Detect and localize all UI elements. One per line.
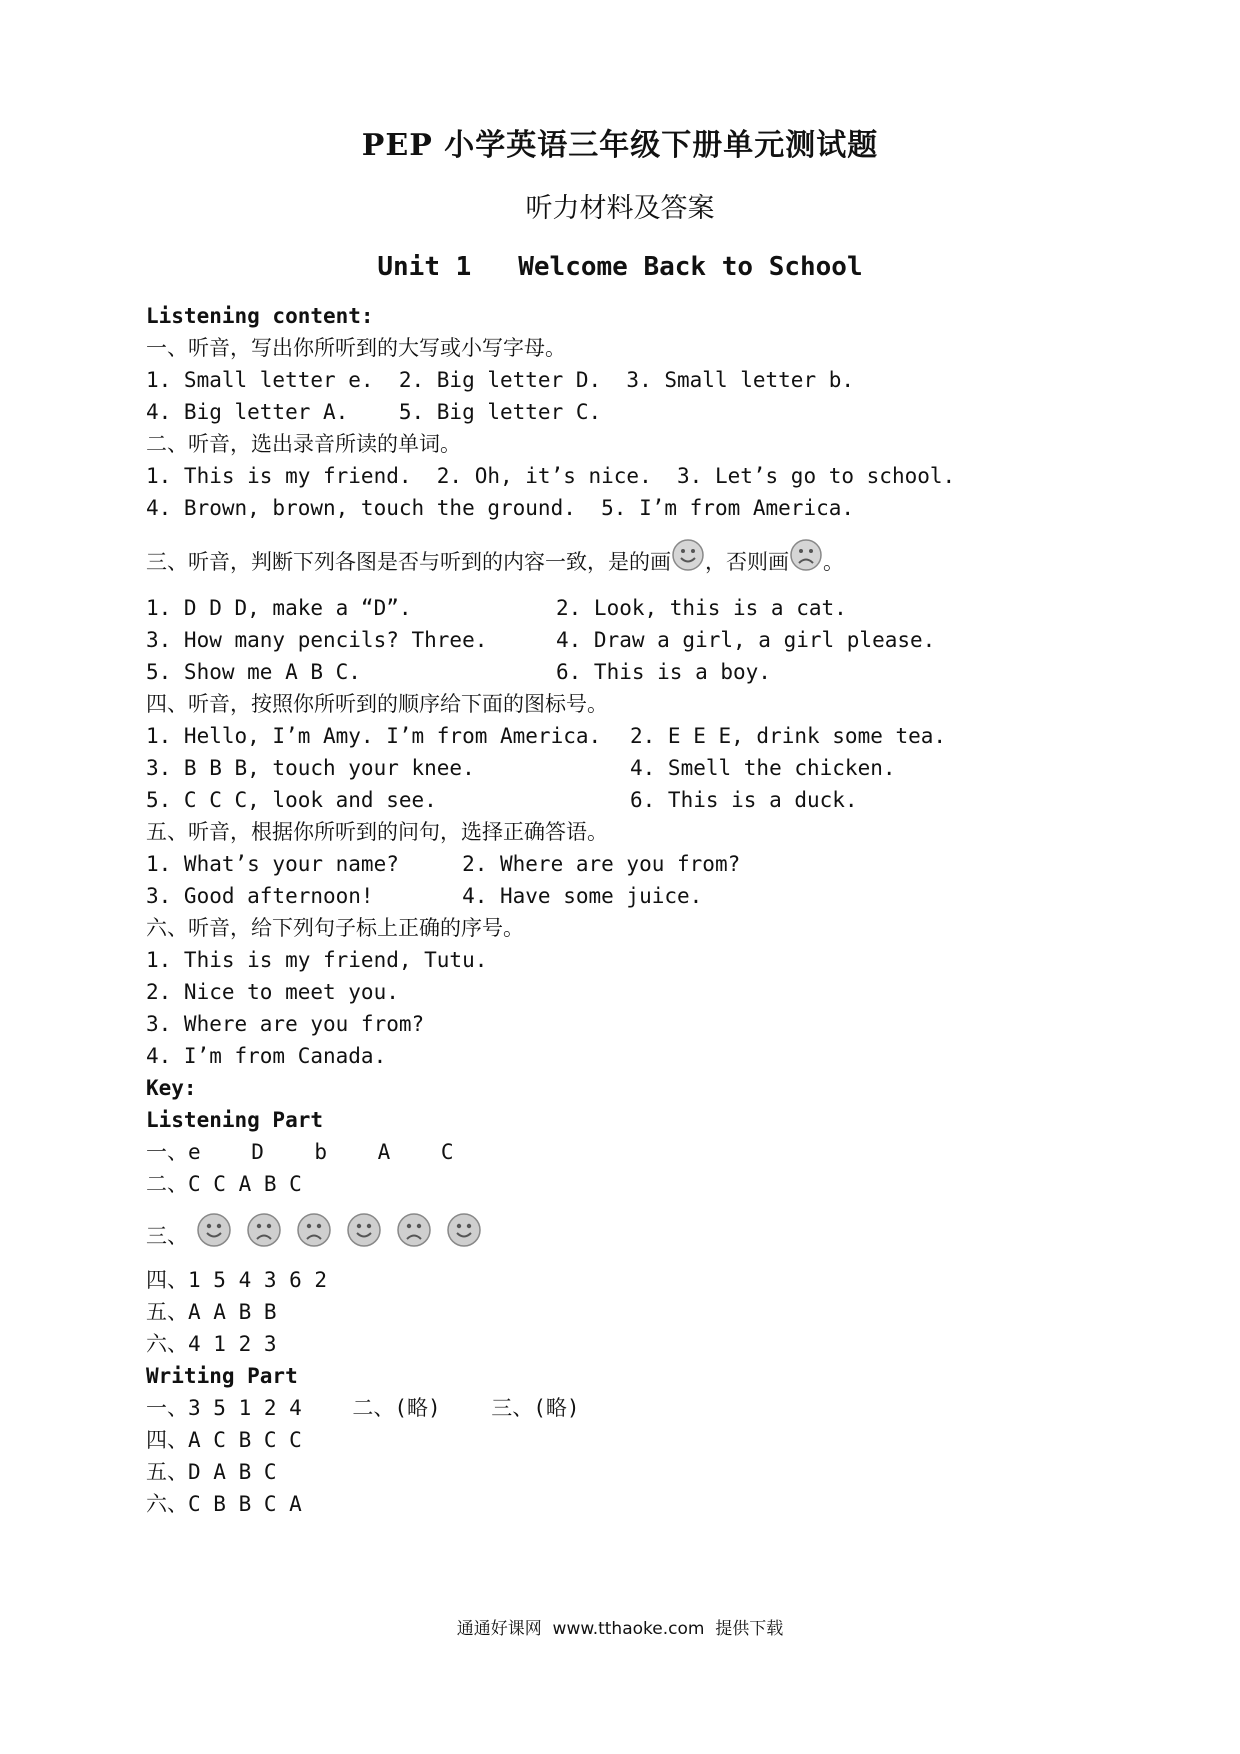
section-2-heading: 二、听音，选出录音所读的单词。 — [146, 432, 461, 456]
section-3-heading-end: 。 — [823, 550, 844, 574]
writing-answer-1: 一、3 5 1 2 4 二、(略) 三、(略) — [146, 1396, 580, 1420]
smiley-face-icon — [671, 538, 705, 572]
section-4-item-5: 5. C C C, look and see. — [146, 788, 437, 812]
writing-part-heading: Writing Part — [146, 1364, 298, 1388]
section-6-item-3: 3. Where are you from? — [146, 1012, 425, 1036]
section-6-item-1: 1. This is my friend, Tutu. — [146, 948, 488, 972]
section-3-item-1: 1. D D D, make a “D”. — [146, 596, 412, 620]
unit-title: Unit 1 Welcome Back to School — [377, 252, 863, 282]
listening-answer-3-faces — [196, 1212, 496, 1248]
listening-part-heading: Listening Part — [146, 1108, 324, 1132]
section-1-heading: 一、听音，写出你所听到的大写或小写字母。 — [146, 336, 566, 360]
section-5-line-2: 3. Good afternoon! 4. Have some juice. — [146, 884, 703, 908]
section-5-heading: 五、听音，根据你所听到的问句，选择正确答语。 — [146, 820, 608, 844]
writing-answer-4: 四、A C B C C — [146, 1428, 302, 1452]
frown-face-icon — [246, 1212, 282, 1248]
section-4-item-3: 3. B B B, touch your knee. — [146, 756, 475, 780]
listening-answer-2: 二、C C A B C — [146, 1172, 302, 1196]
section-6-heading: 六、听音，给下列句子标上正确的序号。 — [146, 916, 524, 940]
listening-content-heading: Listening content: — [146, 304, 374, 328]
section-2-line-2: 4. Brown, brown, touch the ground. 5. I’m from America. — [146, 496, 855, 520]
section-3-item-6: 6. This is a boy. — [556, 660, 771, 684]
document-title: PEP 小学英语三年级下册单元测试题 — [361, 128, 879, 163]
section-3-item-4: 4. Draw a girl, a girl please. — [556, 628, 936, 652]
section-4-item-6: 6. This is a duck. — [630, 788, 858, 812]
section-2-line-1: 1. This is my friend. 2. Oh, it’s nice. 3. Let’s go to school. — [146, 464, 956, 488]
listening-answer-3-label: 三、 — [146, 1224, 188, 1248]
smiley-face-icon — [346, 1212, 382, 1248]
section-5-line-1: 1. What’s your name? 2. Where are you from? — [146, 852, 741, 876]
section-1-line-2: 4. Big letter A. 5. Big letter C. — [146, 400, 602, 424]
section-1-line-1: 1. Small letter e. 2. Big letter D. 3. Small letter b. — [146, 368, 855, 392]
frown-face-icon — [296, 1212, 332, 1248]
smiley-face-icon — [196, 1212, 232, 1248]
section-4-item-2: 2. E E E, drink some tea. — [630, 724, 947, 748]
listening-answer-4: 四、1 5 4 3 6 2 — [146, 1268, 328, 1292]
listening-answer-1: 一、e D b A C — [146, 1140, 454, 1164]
key-heading: Key: — [146, 1076, 197, 1100]
section-6-item-4: 4. I’m from Canada. — [146, 1044, 387, 1068]
section-3-item-5: 5. Show me A B C. — [146, 660, 361, 684]
section-3-heading-text: 三、听音，判断下列各图是否与听到的内容一致，是的画 — [146, 550, 671, 574]
section-6-item-2: 2. Nice to meet you. — [146, 980, 399, 1004]
footer-source: 通通好课网 www.tthaoke.com 提供下载 — [456, 1619, 784, 1639]
frown-face-icon — [396, 1212, 432, 1248]
section-3-item-3: 3. How many pencils? Three. — [146, 628, 488, 652]
listening-answer-6: 六、4 1 2 3 — [146, 1332, 277, 1356]
frown-face-icon — [789, 538, 823, 572]
listening-answer-5: 五、A A B B — [146, 1300, 277, 1324]
writing-answer-6: 六、C B B C A — [146, 1492, 302, 1516]
section-3-heading-mid: ，否则画 — [705, 550, 789, 574]
section-4-heading: 四、听音，按照你所听到的顺序给下面的图标号。 — [146, 692, 608, 716]
smiley-face-icon — [446, 1212, 482, 1248]
section-3-heading — [146, 548, 844, 576]
document-subtitle: 听力材料及答案 — [525, 193, 715, 224]
section-4-item-4: 4. Smell the chicken. — [630, 756, 896, 780]
section-3-item-2: 2. Look, this is a cat. — [556, 596, 847, 620]
writing-answer-5: 五、D A B C — [146, 1460, 277, 1484]
section-4-item-1: 1. Hello, I’m Amy. I’m from America. — [146, 724, 602, 748]
